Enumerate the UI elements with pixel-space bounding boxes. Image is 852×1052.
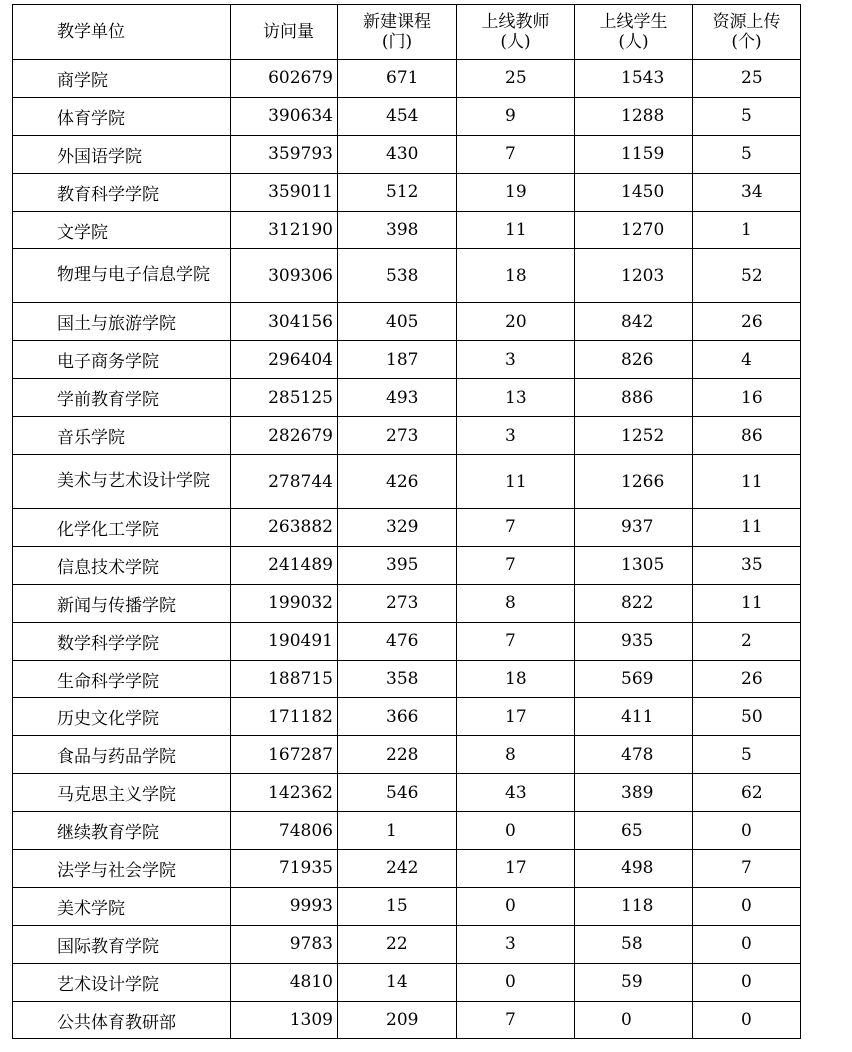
cell-students: 498	[575, 850, 693, 888]
cell-teachers: 0	[457, 963, 575, 1001]
cell-teachers: 17	[457, 850, 575, 888]
cell-visits: 74806	[231, 812, 338, 850]
cell-visits: 241489	[231, 546, 338, 584]
cell-students: 886	[575, 379, 693, 417]
table-row	[13, 379, 801, 417]
cell-students: 118	[575, 887, 693, 925]
cell-students: 58	[575, 925, 693, 963]
cell-visits: 390634	[231, 97, 338, 135]
table-row	[13, 812, 801, 850]
cell-teachers: 20	[457, 303, 575, 341]
cell-resources: 1	[693, 211, 801, 249]
table-row	[13, 135, 801, 173]
header-students: 上线学生 (人)	[575, 5, 693, 60]
cell-resources: 86	[693, 417, 801, 455]
table-row	[13, 211, 801, 249]
cell-unit: 新闻与传播学院	[13, 584, 231, 622]
cell-students: 1252	[575, 417, 693, 455]
cell-courses: 358	[338, 660, 457, 698]
cell-courses: 1	[338, 812, 457, 850]
cell-visits: 142362	[231, 774, 338, 812]
cell-teachers: 8	[457, 736, 575, 774]
cell-courses: 209	[338, 1001, 457, 1039]
cell-unit: 物理与电子信息学院	[13, 249, 231, 303]
cell-teachers: 7	[457, 135, 575, 173]
cell-visits: 171182	[231, 698, 338, 736]
cell-courses: 273	[338, 417, 457, 455]
cell-visits: 263882	[231, 509, 338, 547]
cell-visits: 304156	[231, 303, 338, 341]
cell-teachers: 9	[457, 97, 575, 135]
cell-courses: 430	[338, 135, 457, 173]
cell-courses: 671	[338, 60, 457, 98]
cell-courses: 22	[338, 925, 457, 963]
cell-courses: 454	[338, 97, 457, 135]
table-row	[13, 509, 801, 547]
cell-unit: 化学化工学院	[13, 509, 231, 547]
cell-resources: 0	[693, 925, 801, 963]
cell-unit: 食品与药品学院	[13, 736, 231, 774]
table-row	[13, 173, 801, 211]
cell-courses: 14	[338, 963, 457, 1001]
cell-unit: 电子商务学院	[13, 341, 231, 379]
cell-unit: 商学院	[13, 60, 231, 98]
cell-unit: 生命科学学院	[13, 660, 231, 698]
cell-unit: 教育科学学院	[13, 173, 231, 211]
cell-teachers: 18	[457, 249, 575, 303]
cell-visits: 167287	[231, 736, 338, 774]
cell-resources: 0	[693, 887, 801, 925]
cell-visits: 296404	[231, 341, 338, 379]
cell-teachers: 18	[457, 660, 575, 698]
cell-unit: 继续教育学院	[13, 812, 231, 850]
cell-unit: 公共体育教研部	[13, 1001, 231, 1039]
cell-students: 826	[575, 341, 693, 379]
cell-students: 0	[575, 1001, 693, 1039]
cell-unit: 音乐学院	[13, 417, 231, 455]
cell-teachers: 11	[457, 211, 575, 249]
cell-unit: 美术学院	[13, 887, 231, 925]
cell-teachers: 7	[457, 1001, 575, 1039]
table-row	[13, 546, 801, 584]
cell-teachers: 13	[457, 379, 575, 417]
cell-unit: 数学科学学院	[13, 622, 231, 660]
cell-teachers: 25	[457, 60, 575, 98]
cell-students: 935	[575, 622, 693, 660]
cell-students: 1543	[575, 60, 693, 98]
cell-resources: 25	[693, 60, 801, 98]
cell-visits: 282679	[231, 417, 338, 455]
cell-courses: 538	[338, 249, 457, 303]
cell-visits: 4810	[231, 963, 338, 1001]
cell-resources: 5	[693, 736, 801, 774]
cell-courses: 405	[338, 303, 457, 341]
cell-courses: 512	[338, 173, 457, 211]
cell-students: 1203	[575, 249, 693, 303]
cell-unit: 国土与旅游学院	[13, 303, 231, 341]
table-row	[13, 60, 801, 98]
cell-students: 1266	[575, 455, 693, 509]
cell-resources: 7	[693, 850, 801, 888]
cell-teachers: 8	[457, 584, 575, 622]
cell-unit: 艺术设计学院	[13, 963, 231, 1001]
cell-unit: 美术与艺术设计学院	[13, 455, 231, 509]
table-row	[13, 1001, 801, 1039]
table-row	[13, 774, 801, 812]
header-teachers: 上线教师 (人)	[457, 5, 575, 60]
cell-resources: 5	[693, 97, 801, 135]
cell-students: 1159	[575, 135, 693, 173]
cell-resources: 62	[693, 774, 801, 812]
cell-resources: 35	[693, 546, 801, 584]
cell-students: 65	[575, 812, 693, 850]
cell-courses: 476	[338, 622, 457, 660]
table-row	[13, 963, 801, 1001]
cell-students: 411	[575, 698, 693, 736]
cell-visits: 602679	[231, 60, 338, 98]
cell-students: 569	[575, 660, 693, 698]
cell-students: 59	[575, 963, 693, 1001]
cell-resources: 4	[693, 341, 801, 379]
cell-visits: 71935	[231, 850, 338, 888]
cell-resources: 2	[693, 622, 801, 660]
cell-visits: 9783	[231, 925, 338, 963]
cell-courses: 228	[338, 736, 457, 774]
cell-students: 478	[575, 736, 693, 774]
cell-teachers: 7	[457, 622, 575, 660]
cell-teachers: 3	[457, 417, 575, 455]
cell-courses: 493	[338, 379, 457, 417]
table-row	[13, 850, 801, 888]
cell-resources: 0	[693, 963, 801, 1001]
table-row	[13, 660, 801, 698]
cell-unit: 国际教育学院	[13, 925, 231, 963]
cell-visits: 285125	[231, 379, 338, 417]
cell-students: 1288	[575, 97, 693, 135]
cell-teachers: 3	[457, 341, 575, 379]
cell-courses: 395	[338, 546, 457, 584]
cell-visits: 278744	[231, 455, 338, 509]
table-row	[13, 97, 801, 135]
cell-visits: 190491	[231, 622, 338, 660]
cell-unit: 学前教育学院	[13, 379, 231, 417]
cell-resources: 50	[693, 698, 801, 736]
cell-resources: 11	[693, 455, 801, 509]
cell-courses: 546	[338, 774, 457, 812]
table-row	[13, 341, 801, 379]
cell-resources: 26	[693, 660, 801, 698]
header-unit: 教学单位	[13, 5, 231, 60]
cell-unit: 法学与社会学院	[13, 850, 231, 888]
cell-students: 1270	[575, 211, 693, 249]
cell-teachers: 7	[457, 509, 575, 547]
table-row	[13, 698, 801, 736]
cell-teachers: 3	[457, 925, 575, 963]
cell-teachers: 7	[457, 546, 575, 584]
cell-resources: 5	[693, 135, 801, 173]
header-row	[13, 5, 801, 60]
cell-students: 822	[575, 584, 693, 622]
header-resources: 资源上传 (个)	[693, 5, 801, 60]
cell-visits: 312190	[231, 211, 338, 249]
table-body	[13, 60, 801, 1039]
table-row	[13, 584, 801, 622]
cell-resources: 11	[693, 584, 801, 622]
cell-resources: 52	[693, 249, 801, 303]
cell-teachers: 0	[457, 887, 575, 925]
cell-courses: 273	[338, 584, 457, 622]
cell-courses: 242	[338, 850, 457, 888]
table-row	[13, 736, 801, 774]
table-row	[13, 925, 801, 963]
cell-visits: 188715	[231, 660, 338, 698]
table-row	[13, 887, 801, 925]
cell-resources: 34	[693, 173, 801, 211]
header-visits: 访问量	[231, 5, 338, 60]
cell-courses: 187	[338, 341, 457, 379]
cell-unit: 信息技术学院	[13, 546, 231, 584]
cell-visits: 199032	[231, 584, 338, 622]
table-row	[13, 249, 801, 303]
cell-students: 1305	[575, 546, 693, 584]
table-row	[13, 303, 801, 341]
cell-visits: 9993	[231, 887, 338, 925]
table-container	[12, 4, 801, 1039]
cell-students: 937	[575, 509, 693, 547]
cell-courses: 426	[338, 455, 457, 509]
cell-courses: 398	[338, 211, 457, 249]
cell-resources: 11	[693, 509, 801, 547]
table-row	[13, 455, 801, 509]
cell-teachers: 19	[457, 173, 575, 211]
table-row	[13, 622, 801, 660]
cell-students: 1450	[575, 173, 693, 211]
cell-unit: 文学院	[13, 211, 231, 249]
cell-unit: 历史文化学院	[13, 698, 231, 736]
cell-teachers: 17	[457, 698, 575, 736]
cell-courses: 15	[338, 887, 457, 925]
table-row	[13, 417, 801, 455]
statistics-table	[12, 4, 801, 1039]
cell-resources: 26	[693, 303, 801, 341]
cell-visits: 309306	[231, 249, 338, 303]
cell-teachers: 43	[457, 774, 575, 812]
cell-visits: 1309	[231, 1001, 338, 1039]
cell-resources: 16	[693, 379, 801, 417]
cell-students: 842	[575, 303, 693, 341]
header-courses: 新建课程 (门)	[338, 5, 457, 60]
cell-courses: 329	[338, 509, 457, 547]
cell-teachers: 0	[457, 812, 575, 850]
cell-resources: 0	[693, 1001, 801, 1039]
cell-unit: 体育学院	[13, 97, 231, 135]
cell-courses: 366	[338, 698, 457, 736]
cell-unit: 马克思主义学院	[13, 774, 231, 812]
cell-visits: 359011	[231, 173, 338, 211]
cell-resources: 0	[693, 812, 801, 850]
cell-teachers: 11	[457, 455, 575, 509]
cell-visits: 359793	[231, 135, 338, 173]
cell-students: 389	[575, 774, 693, 812]
cell-unit: 外国语学院	[13, 135, 231, 173]
